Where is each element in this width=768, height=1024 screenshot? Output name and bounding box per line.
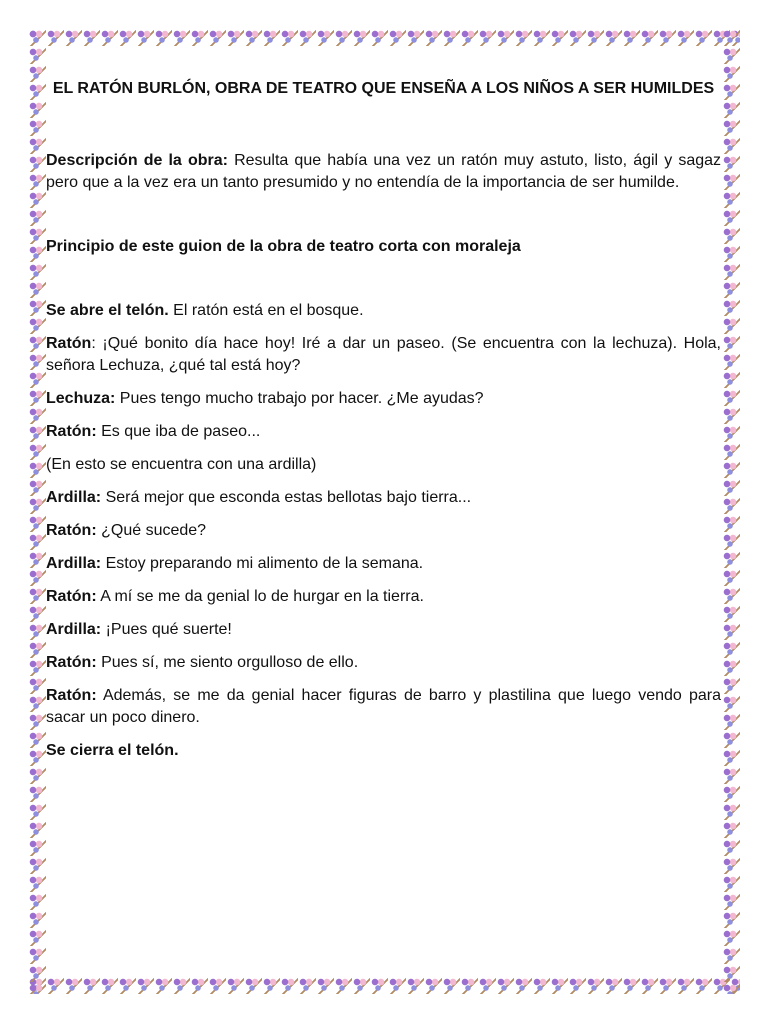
script-speaker: Se cierra el telón. — [46, 742, 179, 759]
script-line — [46, 586, 721, 608]
script-speaker: Ratón: — [46, 423, 97, 440]
script-text: El ratón está en el bosque. — [168, 302, 364, 319]
script-speaker: Ratón — [46, 335, 92, 352]
script-speaker: Lechuza: — [46, 390, 116, 407]
script-line — [46, 300, 721, 322]
decorative-border-bottom — [28, 976, 740, 994]
document-body — [46, 78, 721, 773]
principle-heading: Principio de este guion de la obra de teatro corta con moraleja — [46, 238, 521, 255]
script-text: Estoy preparando mi alimento de la semana. — [101, 555, 424, 572]
script-line — [46, 685, 721, 729]
script-speaker: Ratón: — [46, 588, 97, 605]
script-text: Es que iba de paseo... — [96, 423, 261, 440]
script-line — [46, 553, 721, 575]
script-speaker: Ratón: — [46, 522, 97, 539]
script-speaker: Ardilla: — [46, 621, 102, 638]
document-title: EL RATÓN BURLÓN, OBRA DE TEATRO QUE ENSEÑA A LOS NIÑOS A SER HUMILDES — [52, 80, 715, 97]
script-line — [46, 454, 721, 476]
script-line — [46, 333, 721, 377]
script-line — [46, 487, 721, 509]
script-speaker: Ardilla: — [46, 555, 102, 572]
script-line — [46, 619, 721, 641]
script-text: ¿Qué sucede? — [96, 522, 207, 539]
script-text: : ¡Qué bonito día hace hoy! Iré a dar un paseo. (Se encuentra con la lechuza). Hola, señora Lechuza, ¿qué tal está hoy? — [46, 335, 721, 374]
decorative-border-top — [28, 28, 740, 46]
description-label: Descripción de la obra: — [46, 152, 228, 169]
script-text: Pues sí, me siento orgulloso de ello. — [96, 654, 359, 671]
script-speaker: Ardilla: — [46, 489, 102, 506]
description-text: Resulta que había una vez un ratón muy astuto, listo, ágil y sagaz pero que a la vez era un tanto presumido y no entendía de la importancia de ser humilde. — [46, 152, 722, 191]
description-paragraph — [46, 150, 721, 194]
script-text: Pues tengo mucho trabajo por hacer. ¿Me ayudas? — [115, 390, 484, 407]
decorative-border-left — [28, 28, 46, 994]
script-text: A mí se me da genial lo de hurgar en la tierra. — [96, 588, 424, 605]
script-line — [46, 421, 721, 443]
script-text: Además, se me da genial hacer figuras de barro y plastilina que luego vendo para sacar un poco dinero. — [46, 687, 721, 726]
script-line — [46, 740, 721, 762]
script-text: ¡Pues qué suerte! — [101, 621, 232, 638]
script-text: (En esto se encuentra con una ardilla) — [46, 456, 317, 473]
script-speaker: Ratón: — [46, 654, 97, 671]
script-speaker: Se abre el telón. — [46, 302, 169, 319]
script-text: Será mejor que esconda estas bellotas bajo tierra... — [101, 489, 472, 506]
decorative-border-right — [722, 28, 740, 994]
script-line — [46, 388, 721, 410]
script-line — [46, 520, 721, 542]
script-line — [46, 652, 721, 674]
script-speaker: Ratón: — [46, 687, 97, 704]
script-lines — [46, 300, 721, 762]
